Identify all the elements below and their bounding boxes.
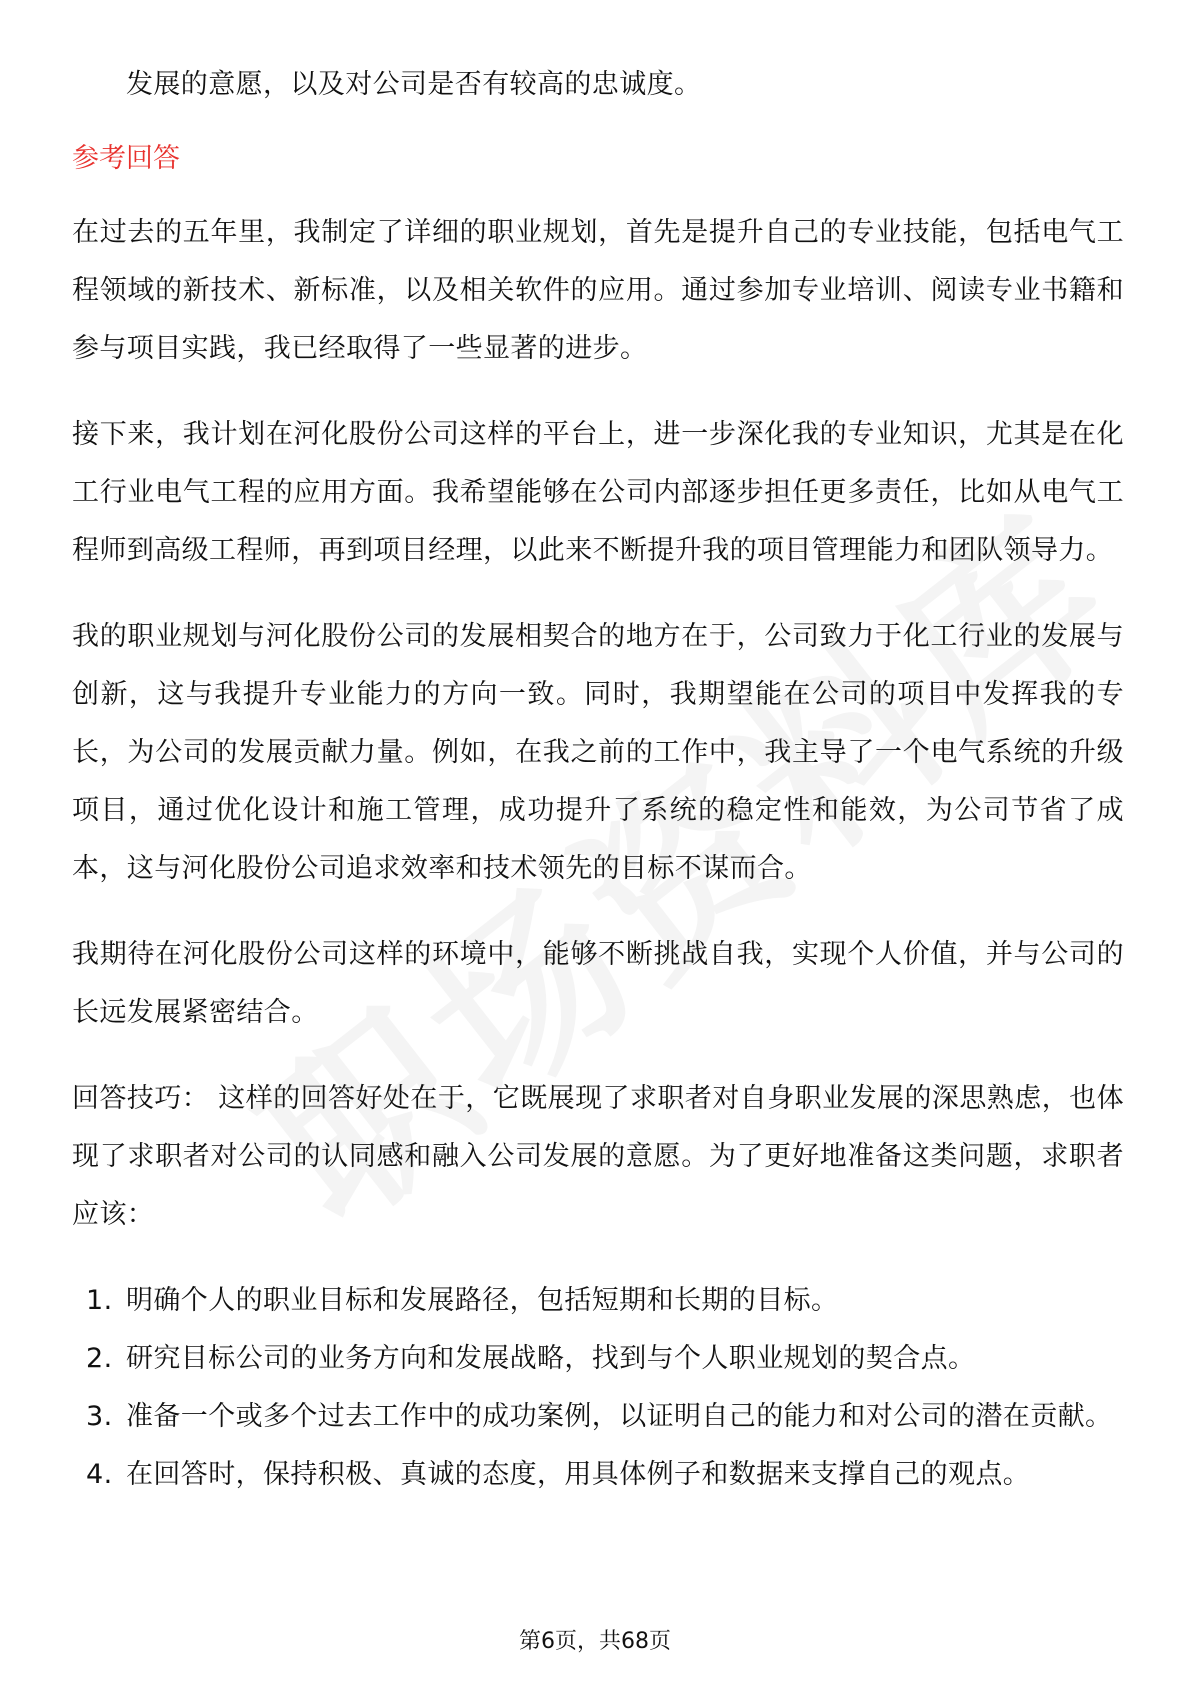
- page-content: [72, 56, 1124, 1504]
- answer-paragraph-2: 接下来，我计划在河化股份公司这样的平台上，进一步深化我的专业知识，尤其是在化工行业电气工程的应用方面。我希望能够在公司内部逐步担任更多责任，比如从电气工程师到高级工程师，再到项目经理，以此来不断提升我的项目管理能力和团队领导力。: [72, 419, 1124, 566]
- tips-paragraph: 回答技巧： 这样的回答好处在于，它既展现了求职者对自身职业发展的深思熟虑，也体现了求职者对公司的认同感和融入公司发展的意愿。为了更好地准备这类问题，求职者应该：: [72, 1083, 1124, 1230]
- page-number-footer: 第6页，共68页: [519, 1629, 671, 1654]
- intro-continuation: 发展的意愿，以及对公司是否有较高的忠诚度。: [126, 69, 702, 100]
- tips-item-text: 准备一个或多个过去工作中的成功案例，以证明自己的能力和对公司的潜在贡献。: [126, 1401, 1113, 1432]
- answer-heading: 参考回答: [72, 143, 180, 174]
- tips-item-number: 2.: [86, 1343, 113, 1374]
- answer-paragraph-1: 在过去的五年里，我制定了详细的职业规划，首先是提升自己的专业技能，包括电气工程领域的新技术、新标准，以及相关软件的应用。通过参加专业培训、阅读专业书籍和参与项目实践，我已经取得了一些显著的进步。: [72, 217, 1124, 364]
- tips-list-item: [72, 1388, 1124, 1446]
- answer-paragraph-3: 我的职业规划与河化股份公司的发展相契合的地方在于，公司致力于化工行业的发展与创新，这与我提升专业能力的方向一致。同时，我期望能在公司的项目中发挥我的专长，为公司的发展贡献力量。例如，在我之前的工作中，我主导了一个电气系统的升级项目，通过优化设计和施工管理，成功提升了系统的稳定性和能效，为公司节省了成本，这与河化股份公司追求效率和技术领先的目标不谋而合。: [72, 621, 1124, 884]
- tips-list-item: [72, 1330, 1124, 1388]
- tips-item-text: 明确个人的职业目标和发展路径，包括短期和长期的目标。: [126, 1285, 839, 1316]
- answer-paragraph-4: 我期待在河化股份公司这样的环境中，能够不断挑战自我，实现个人价值，并与公司的长远发展紧密结合。: [72, 939, 1124, 1028]
- tips-item-number: 1.: [86, 1285, 113, 1316]
- tips-item-text: 在回答时，保持积极、真诚的态度，用具体例子和数据来支撑自己的观点。: [126, 1459, 1031, 1490]
- tips-item-number: 3.: [86, 1401, 113, 1432]
- tips-item-number: 4.: [86, 1459, 113, 1490]
- tips-list-item: [72, 1272, 1124, 1330]
- tips-list-item: [72, 1446, 1124, 1504]
- tips-list: [72, 1272, 1124, 1504]
- tips-item-text: 研究目标公司的业务方向和发展战略，找到与个人职业规划的契合点。: [126, 1343, 976, 1374]
